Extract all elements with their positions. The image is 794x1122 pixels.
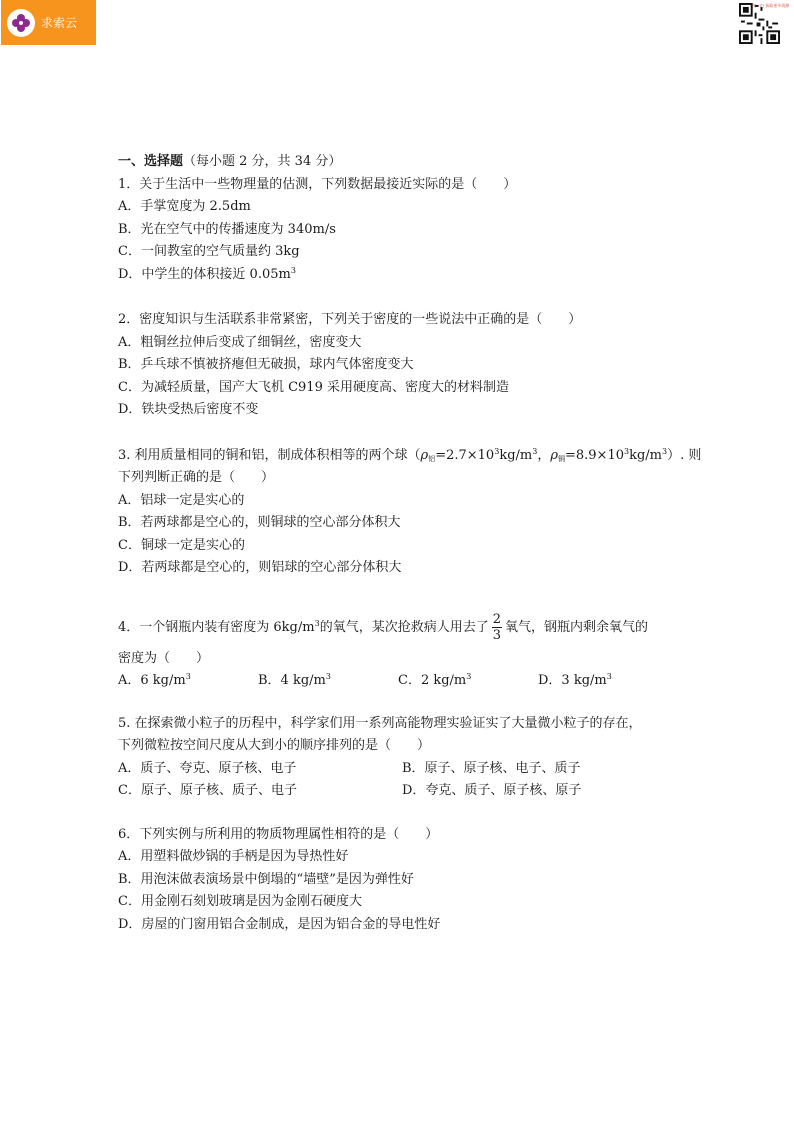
- q5-option-c: C．原子、原子核、质子、电子: [118, 783, 297, 798]
- brand-logo: [1, 0, 96, 45]
- exam-content: [118, 151, 702, 936]
- q2-option-d: D．铁块受热后密度不变: [118, 402, 259, 417]
- q5-options-row2: [118, 780, 678, 803]
- q4-option-b: B．4 $kg/m^3$: [258, 672, 331, 688]
- q6-option-c: C．用金刚石刻划玻璃是因为金刚石硬度大: [118, 894, 362, 909]
- q4-option-a: A．6 $kg/m^3$: [118, 672, 191, 688]
- section-title: [118, 151, 678, 174]
- logo-flower-icon: [7, 9, 35, 37]
- q3-stem-line2: 下列判断正确的是（ ）: [118, 470, 275, 485]
- q1-stem: 1．关于生活中一些物理量的估测，下列数据最接近实际的是（ ）: [118, 176, 517, 192]
- q5-option-d: D．夸克、质子、原子核、原子: [402, 783, 582, 798]
- q2-option-b: B．乒乓球不慎被挤瘪但无破损，球内气体密度变大: [118, 357, 414, 372]
- qr-code-icon: [739, 3, 780, 44]
- q4-options: [118, 670, 678, 693]
- q5-option-a: A．质子、夸克、原子核、电子: [118, 760, 297, 776]
- q5-options-row1: [118, 758, 678, 781]
- qr-caption: 扫一扫 获取更多资源: [752, 3, 790, 8]
- q6-option-b: B．用泡沫做表演场景中倒塌的“墙壁”是因为弹性好: [118, 871, 414, 887]
- section-title-bold: 一、选择题: [118, 154, 184, 169]
- q6-stem: 6．下列实例与所利用的物质物理属性相符的是（ ）: [118, 826, 439, 842]
- section-title-note: （每小题 2 分，共 34 分）: [183, 154, 342, 169]
- q4-stem: 4．一个钢瓶内装有密度为 $6kg/m^3$的氧气，某次抢救病人用去了 $\frac{2}{3}$ 氧气，钢瓶内剩余氧气的: [118, 611, 648, 643]
- q6-option-d: D．房屋的门窗用铝合金制成，是因为铝合金的导电性好: [118, 916, 441, 932]
- q1-option-d: D．中学生的体积接近 $0.05m^3$: [118, 265, 296, 282]
- q5-option-b: B．原子、原子核、电子、质子: [402, 760, 581, 776]
- q6-option-a: A．用塑料做炒锅的手柄是因为导热性好: [118, 849, 349, 864]
- q1-option-a: A．手掌宽度为 2.5dm: [118, 199, 251, 214]
- q2-option-c: C．为减轻质量，国产大飞机 C919 采用硬度高、密度大的材料制造: [118, 379, 509, 395]
- q3-option-a: A．铝球一定是实心的: [118, 492, 245, 508]
- q2-stem: 2．密度知识与生活联系非常紧密，下列关于密度的一些说法中正确的是（ ）: [118, 312, 582, 327]
- q1-option-c: C．一间教室的空气质量约 3kg: [118, 244, 300, 259]
- q1-option-b: B．光在空气中的传播速度为 340m/s: [118, 221, 336, 237]
- q5-stem: 5. 在探索微小粒子的历程中，科学家们用一系列高能物理实验证实了大量微小粒子的存在，: [118, 715, 642, 731]
- q3-option-c: C．铜球一定是实心的: [118, 537, 245, 553]
- q3-option-b: B．若两球都是空心的，则铜球的空心部分体积大: [118, 515, 401, 530]
- q3-stem: 3. 利用质量相同的铜和铝，制成体积相等的两个球（$\rho_铝=2.7\times 10^3kg/m^3$，$\rho_铜=8.9\times 10^3kg/m^3$）. 则: [118, 446, 702, 463]
- q4-option-c: C．2 $kg/m^3$: [398, 672, 472, 688]
- q3-option-d: D．若两球都是空心的，则铝球的空心部分体积大: [118, 560, 402, 575]
- q2-option-a: A．粗铜丝拉伸后变成了细铜丝，密度变大: [118, 334, 362, 350]
- logo-text: 求索云: [41, 16, 78, 30]
- q4-fraction: $\frac{2}{3}$: [492, 611, 501, 643]
- q4-stem-line2: 密度为（ ）: [118, 650, 210, 666]
- q5-stem-line2: 下列微粒按空间尺度从大到小的顺序排列的是（ ）: [118, 738, 431, 753]
- q4-option-d: D．3 $kg/m^3$: [538, 672, 612, 688]
